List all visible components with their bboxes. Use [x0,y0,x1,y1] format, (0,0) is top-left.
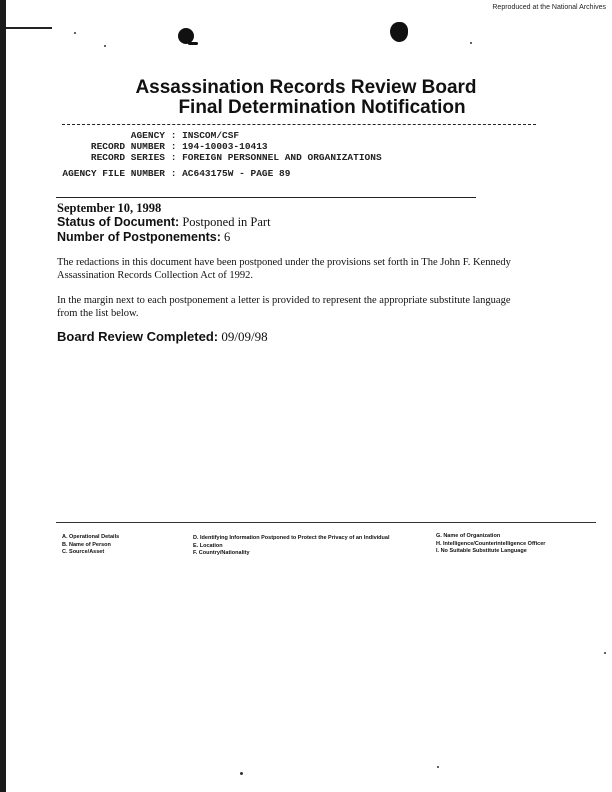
legend-item: H. Intelligence/Counterintelligence Officer [436,540,546,547]
legend-item: B. Name of Person [62,541,111,548]
legend-item: E. Location [193,542,223,549]
section-divider [56,197,476,198]
scan-mark [6,27,52,29]
metadata-label: AGENCY FILE NUMBER [62,168,165,179]
metadata-value: 194-10003-10413 [182,141,268,152]
review-line [57,329,268,345]
ink-blot [188,42,198,45]
notification-title: Final Determination Notification [178,97,466,118]
legend-item: A. Operational Details [62,534,120,540]
metadata-value: FOREIGN PERSONNEL AND ORGANIZATIONS [182,152,382,163]
dashed-divider [62,124,536,125]
speck [74,32,76,34]
speck [604,652,606,654]
legend-column-3 [436,533,545,556]
metadata-row-agency-file-number: AGENCY FILE NUMBER : AC643175W - PAGE 89 [57,168,290,179]
speck [437,766,439,768]
metadata-row-record-series: RECORD SERIES : FOREIGN PERSONNEL AND ORGANIZATIONS [57,152,382,163]
status-label: Status of Document: [57,215,180,229]
status-line [57,215,271,230]
margin-letter-paragraph: In the margin next to each postponement a letter is provided to represent the appropriate substitute language from the list below. [57,295,511,319]
speck [470,42,472,44]
metadata-label: RECORD SERIES [90,152,165,163]
legend-item: F. Country/Nationality [193,550,250,556]
speck [240,772,243,775]
metadata-row-agency: AGENCY : INSCOM/CSF [57,130,239,141]
metadata-label: AGENCY [130,130,165,141]
postponements-line [57,230,230,245]
status-value: Postponed in Part [182,215,271,229]
review-label: Board Review Completed: [57,329,219,344]
legend-divider [56,522,596,523]
legend-item: G. Name of Organization [436,533,501,539]
board-title: Assassination Records Review Board [135,77,477,98]
legend-column-2 [193,535,390,558]
metadata-row-record-number: RECORD NUMBER : 194-10003-10413 [57,141,268,152]
archives-stamp: Reproduced at the National Archives [492,4,606,11]
speck [104,45,106,47]
postponements-label: Number of Postponements: [57,230,221,244]
legend-item: D. Identifying Information Postponed to Protect the Privacy of an Individual [193,535,390,541]
metadata-value: AC643175W - PAGE 89 [182,168,291,179]
metadata-label: RECORD NUMBER [90,141,165,152]
legend-item: C. Source/Asset [62,549,105,555]
review-date: 09/09/98 [221,329,268,344]
metadata-value: INSCOM/CSF [182,130,240,141]
scan-edge-shadow [0,0,6,792]
legend-item: I. No Suitable Substitute Language [436,548,527,554]
postponements-value: 6 [224,230,231,244]
legend-column-1 [62,534,119,557]
redaction-paragraph: The redactions in this document have been postponed under the provisions set forth in The John F. Kennedy Assassination Records Collection Act of 1992. [57,257,511,281]
determination-date: September 10, 1998 [57,201,162,215]
ink-blot [390,22,408,42]
